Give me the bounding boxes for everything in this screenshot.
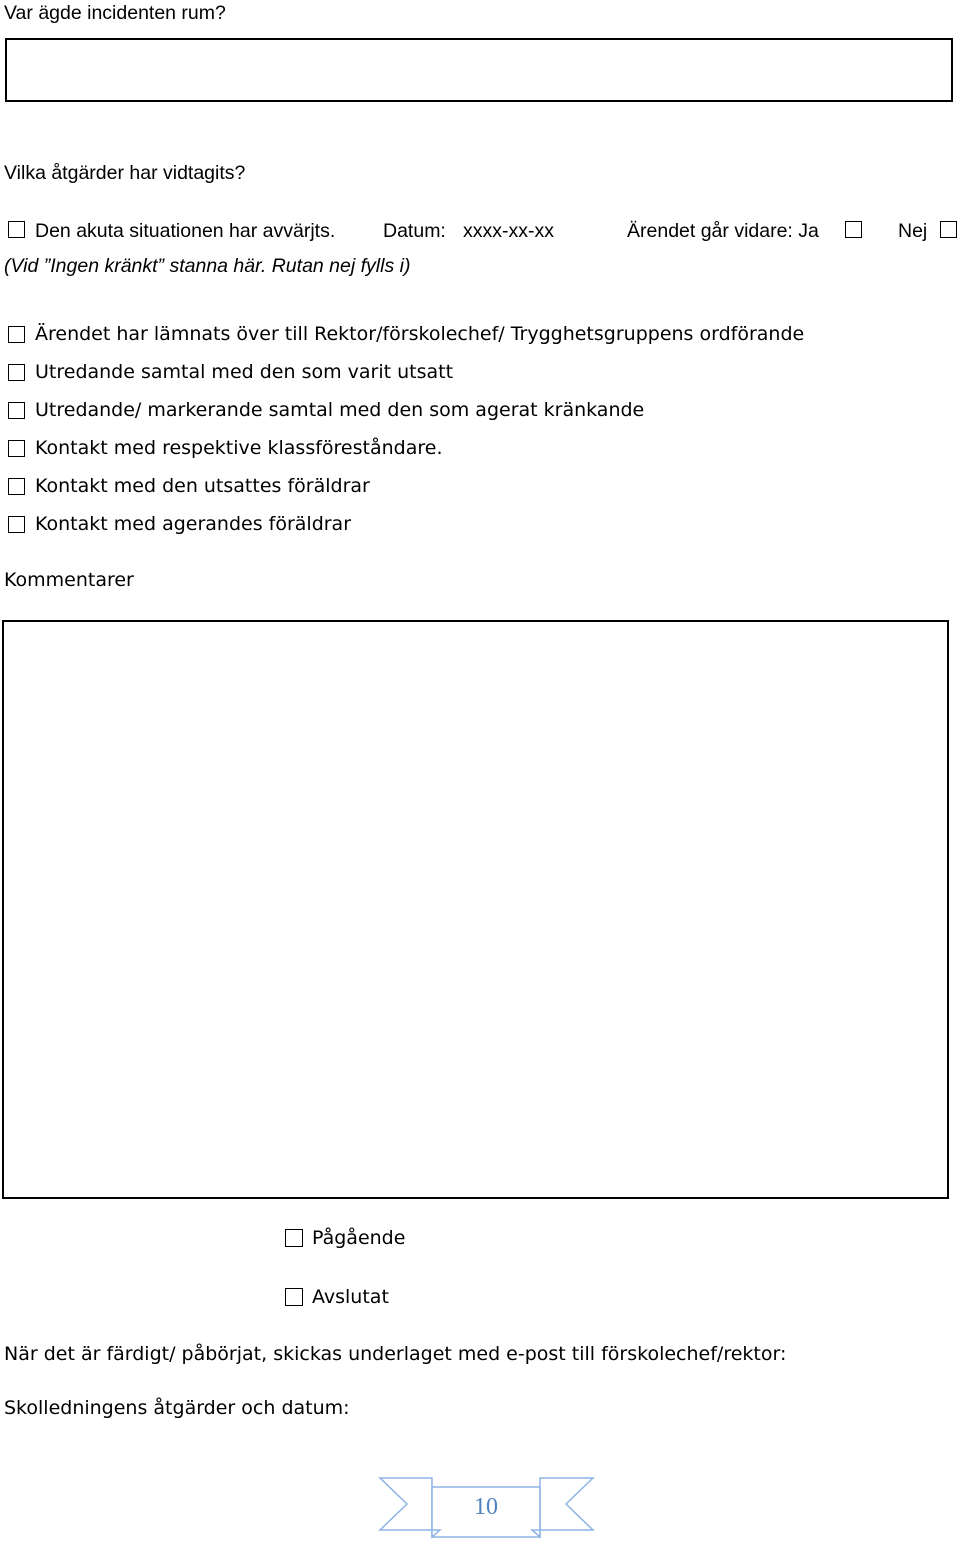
checklist-item-contact-offender-parents: Kontakt med agerandes föräldrar (35, 513, 352, 535)
checklist-item-handed-over: Ärendet har lämnats över till Rektor/förskolechef/ Trygghetsgruppens ordförande (35, 323, 805, 345)
checklist-item-interview-offender: Utredande/ markerande samtal med den som agerat kränkande (35, 399, 645, 421)
management-actions-label: Skolledningens åtgärder och datum: (4, 1397, 350, 1419)
date-value: xxxx-xx-xx (463, 220, 554, 242)
status-closed-label: Avslutat (312, 1286, 389, 1308)
question-actions: Vilka åtgärder har vidtagits? (4, 162, 246, 184)
forward-yes-label: Ärendet går vidare: Ja (627, 220, 819, 242)
checklist-item-interview-victim: Utredande samtal med den som varit utsatt (35, 361, 454, 383)
acute-resolved-label: Den akuta situationen har avvärjts. (35, 220, 336, 242)
status-ongoing-label: Pågående (312, 1227, 406, 1249)
checklist-item-contact-victim-parents: Kontakt med den utsattes föräldrar (35, 475, 370, 497)
page-number: 10 (474, 1494, 498, 1520)
acute-note: (Vid ”Ingen kränkt” stanna här. Rutan nej fylls i) (4, 255, 411, 277)
comments-label: Kommentarer (4, 569, 134, 591)
send-instruction: När det är färdigt/ påbörjat, skickas underlaget med e-post till förskolechef/rektor: (4, 1343, 787, 1365)
checklist-item-contact-class-teacher: Kontakt med respektive klassföreståndare. (35, 437, 443, 459)
question-room: Var ägde incidenten rum? (4, 2, 226, 24)
date-label: Datum: (383, 220, 446, 242)
forward-no-label: Nej (898, 220, 928, 242)
